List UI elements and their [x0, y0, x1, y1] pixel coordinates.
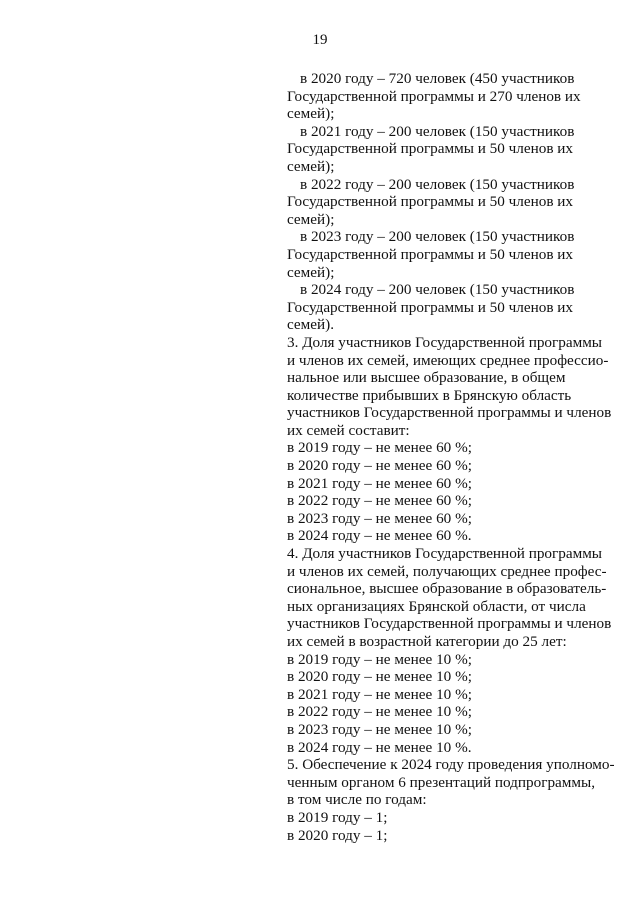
text-line: ченным органом 6 презентаций подпрограммы,	[287, 773, 596, 791]
text-line: Государственной программы и 50 членов их	[287, 140, 574, 158]
text-line: семей);	[287, 157, 335, 175]
text-line: в 2021 году – 200 человек (150 участников	[300, 122, 575, 140]
text-line: 5. Обеспечение к 2024 году проведения уполномо-	[287, 756, 615, 774]
text-line: в 2019 году – не менее 60 %;	[287, 439, 472, 457]
text-line: в том числе по годам:	[287, 791, 427, 809]
text-line: в 2020 году – не менее 10 %;	[287, 668, 472, 686]
text-line: и членов их семей, имеющих среднее профессио-	[287, 351, 609, 369]
document-body	[287, 70, 627, 844]
text-line: в 2020 году – не менее 60 %;	[287, 457, 472, 475]
text-line: семей);	[287, 210, 335, 228]
text-line: участников Государственной программы и членов	[287, 404, 612, 422]
text-line: в 2022 году – не менее 10 %;	[287, 703, 472, 721]
text-line: в 2022 году – 200 человек (150 участников	[300, 175, 575, 193]
text-line: ных организациях Брянской области, от числа	[287, 597, 586, 615]
text-line: в 2019 году – 1;	[287, 808, 388, 826]
text-line: в 2021 году – не менее 60 %;	[287, 474, 472, 492]
text-line: участников Государственной программы и членов	[287, 615, 612, 633]
text-line: Государственной программы и 50 членов их	[287, 193, 574, 211]
text-line: Государственной программы и 50 членов их	[287, 298, 574, 316]
text-line: в 2019 году – не менее 10 %;	[287, 650, 472, 668]
text-line: в 2020 году – 1;	[287, 826, 388, 844]
page-number: 19	[312, 32, 328, 48]
text-line: в 2024 году – не менее 60 %.	[287, 527, 472, 545]
text-line: семей).	[287, 316, 335, 334]
text-line: Государственной программы и 50 членов их	[287, 245, 574, 263]
text-line: в 2024 году – 200 человек (150 участников	[300, 281, 575, 299]
text-line: в 2023 году – 200 человек (150 участников	[300, 228, 575, 246]
text-line: в 2021 году – не менее 10 %;	[287, 685, 472, 703]
text-line: 3. Доля участников Государственной программы	[287, 333, 603, 351]
text-line: количестве прибывших в Брянскую область	[287, 386, 572, 404]
text-line: их семей в возрастной категории до 25 лет:	[287, 633, 567, 650]
text-line: в 2023 году – не менее 60 %;	[287, 509, 472, 527]
text-line: сиональное, высшее образование в образователь-	[287, 580, 607, 598]
text-line: семей);	[287, 105, 335, 123]
text-line: в 2022 году – не менее 60 %;	[287, 492, 472, 510]
text-line: в 2023 году – не менее 10 %;	[287, 720, 472, 738]
text-line: в 2024 году – не менее 10 %.	[287, 738, 472, 756]
text-line: Государственной программы и 270 членов их	[287, 87, 581, 105]
text-line: нальное или высшее образование, в общем	[287, 369, 566, 387]
text-line: их семей составит:	[287, 421, 410, 439]
text-line: семей);	[287, 263, 335, 281]
text-line: и членов их семей, получающих среднее профес-	[287, 562, 607, 580]
text-line: 4. Доля участников Государственной программы	[287, 545, 603, 563]
text-line: в 2020 году – 720 человек (450 участников	[300, 70, 575, 87]
